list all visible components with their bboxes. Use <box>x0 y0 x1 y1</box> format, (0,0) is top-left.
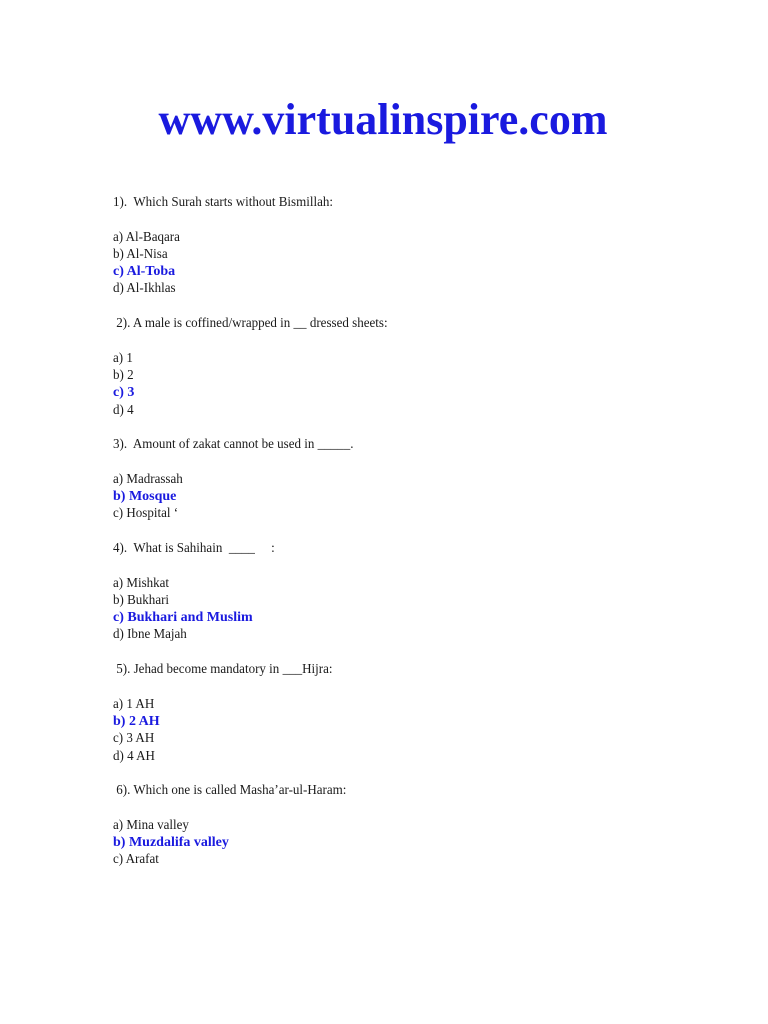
quiz-list <box>113 194 673 886</box>
correct-answer-option: b) Mosque <box>113 489 177 505</box>
answer-option: c) Hospital ‘ <box>113 506 179 522</box>
question-block <box>113 782 673 868</box>
answer-option: d) 4 <box>113 402 134 418</box>
correct-answer-option: b) 2 AH <box>113 713 160 729</box>
answer-option: d) Ibne Majah <box>113 627 187 643</box>
answer-option: c) 3 AH <box>113 731 155 747</box>
correct-answer-option: b) Muzdalifa valley <box>113 834 229 850</box>
answer-option: d) Al-Ikhlas <box>113 281 176 297</box>
correct-answer-option: c) Bukhari and Muslim <box>113 610 253 626</box>
site-title: www.virtualinspire.com <box>158 95 608 144</box>
question-block <box>113 661 673 765</box>
answer-option: b) Bukhari <box>113 592 170 608</box>
question-text: 1). Which Surah starts without Bismillah: <box>113 195 334 210</box>
question-block <box>113 436 673 522</box>
question-text: 6). Which one is called Masha’ar-ul-Haram: <box>113 783 347 799</box>
answer-option: a) Al-Baqara <box>113 229 180 245</box>
question-text: 4). What is Sahihain ____ : <box>113 540 275 556</box>
question-block <box>113 540 673 644</box>
answer-option: a) Madrassah <box>113 471 183 487</box>
question-text: 2). A male is coffined/wrapped in __ dressed sheets: <box>113 316 388 332</box>
question-text: 5). Jehad become mandatory in ___Hijra: <box>113 662 333 678</box>
answer-option: b) Al-Nisa <box>113 246 168 262</box>
answer-option: a) 1 <box>113 350 133 366</box>
correct-answer-option: c) Al-Toba <box>113 264 176 280</box>
answer-option: a) Mishkat <box>113 575 170 591</box>
question-text: 3). Amount of zakat cannot be used in _____. <box>113 437 354 453</box>
question-block <box>113 315 673 419</box>
answer-option: b) 2 <box>113 367 134 383</box>
answer-option: a) 1 AH <box>113 696 155 712</box>
answer-option: a) Mina valley <box>113 817 189 833</box>
question-block <box>113 194 673 298</box>
correct-answer-option: c) 3 <box>113 385 135 401</box>
answer-option: d) 4 AH <box>113 748 155 764</box>
answer-option: c) Arafat <box>113 852 159 868</box>
